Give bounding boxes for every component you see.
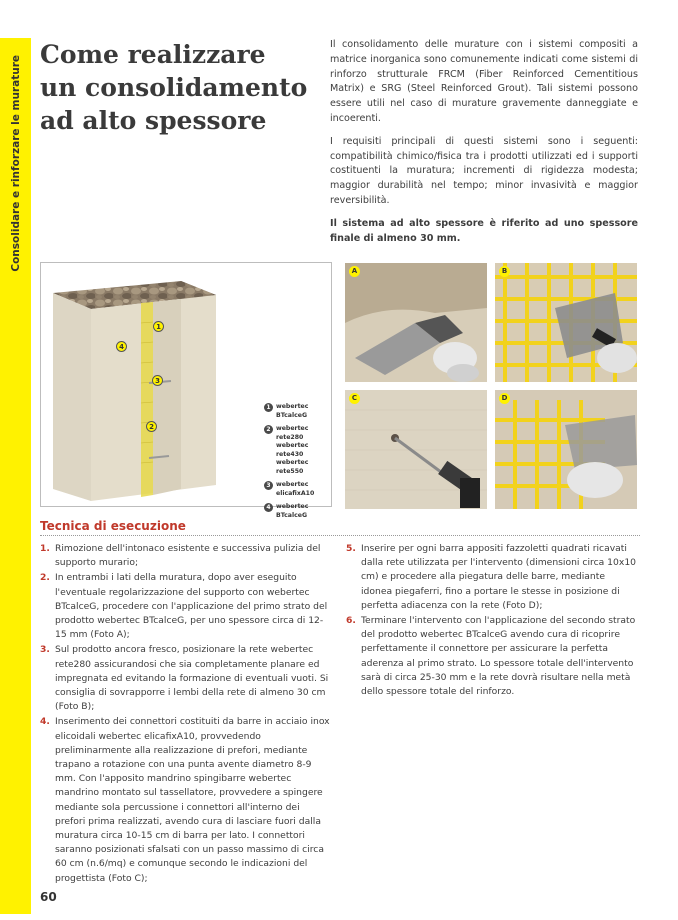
wall-diagram — [40, 262, 332, 519]
intro-paragraph-2: I requisiti principali di questi sistemi sono i seguenti: compatibilità chimico/fisica tra i prodotti utilizzati ed i supporti costituenti la muratura; incrementi di rigidezza modesta; maggior durabilità nel tempo; minor invasività e maggior reversibilità. — [330, 135, 638, 206]
photo-grid — [345, 263, 639, 509]
callout-2: 2 — [146, 421, 157, 432]
intro-highlight: Il sistema ad alto spessore è riferito ad uno spessore finale di almeno 30 mm. — [330, 217, 638, 244]
section-title: Tecnica di esecuzione — [40, 519, 186, 533]
photo-d-label: D — [499, 393, 510, 404]
step-item: 4. Inserimento dei connettori costituiti da barre in acciaio inox elicoidali webertec elicafixA10, provvedendo preliminarmente alla realizzazione di prefori, mediante trapano a rotazione con una punta avente diametro 8-9 mm. Con l'apposito mandrino spingibarre webertec mandrino montato sul tassellatore, provvedere a spingere mediante sola percussione i connettori all'interno dei prefori prima realizzati, avendo cura di lasciare fuori dalla muratura circa 10-15 cm di barra per lato. I connettori saranno posizionati sfalsati con un passo massimo di circa 60 cm (n.6/mq) e comunque secondo le indicazioni del progettista (Foto C); — [40, 716, 330, 884]
photo-b — [495, 263, 637, 382]
legend — [264, 403, 334, 525]
step-item: 1. Rimozione dell'intonaco esistente e successiva pulizia del supporto murario; — [40, 543, 321, 569]
callout-1: 1 — [153, 321, 164, 332]
intro-text — [330, 38, 638, 254]
legend-item: 2 webertec rete280 webertec rete430 webertec rete550 — [264, 425, 334, 476]
callout-3: 3 — [152, 375, 163, 386]
photo-c — [345, 390, 487, 509]
sidebar-label: Consolidare e rinforzare le murature — [9, 54, 22, 272]
legend-item: 3 webertec elicafixA10 — [264, 481, 334, 498]
step-item: 3. Sul prodotto ancora fresco, posizionare la rete webertec rete280 assicurandosi che sia completamente planare ed impregnata ed evitando la formazione di eventuali vuoti. Si consiglia di sovrapporre i lembi della rete di almeno 30 cm (Foto B); — [40, 644, 329, 713]
steps-right-column — [346, 542, 638, 700]
legend-item: 1 webertec BTcalceG — [264, 403, 334, 420]
title-line-2: un consolidamento — [40, 73, 308, 102]
photo-b-label: B — [499, 266, 510, 277]
intro-paragraph-1: Il consolidamento delle murature con i sistemi compositi a matrice inorganica sono comunemente indicati come sistemi di rinforzo strutturale FRCM (Fiber Reinforced Cementitious Matrix) e SRG (Steel Reinforced Grout). Tali sistemi possono essere utili nel caso di murature gravemente danneggiate e incoerenti. — [330, 39, 638, 124]
steps-left-column — [40, 542, 332, 887]
step-item: 6. Terminare l'intervento con l'applicazione del secondo strato del prodotto webertec BTcalceG avendo cura di ricoprire perfettamente il connettore per assicurare la perfetta aderenza al primo strato. Lo spessore totale dell'intervento sarà di circa 25-30 mm e la rete dovrà risultare nella metà dello spessore totale del rinforzo. — [346, 615, 636, 698]
photo-d-image — [495, 390, 637, 509]
callout-4: 4 — [116, 341, 127, 352]
photo-a-label: A — [349, 266, 360, 277]
step-item: 5. Inserire per ogni barra appositi fazzoletti quadrati ricavati dalla rete utilizzata per l'intervento (dimensioni circa 10x10 cm) e procedere alla piegatura delle barre, mediante idonea piegaferri, fino a portare le stesse in posizione di perfetta adiacenza con la rete (Foto D); — [346, 543, 637, 611]
legend-item: 4 webertec BTcalceG — [264, 503, 334, 520]
title-line-1: Come realizzare — [40, 40, 266, 69]
section-divider — [40, 535, 640, 536]
step-item: 2. In entrambi i lati della muratura, dopo aver eseguito l'eventuale regolarizzazione del supporto con webertec BTcalceG, procedere con l'applicazione del primo strato del prodotto webertec BTcalceG, per uno spessore circa di 12-15 mm (Foto A); — [40, 572, 328, 641]
photo-b-image — [495, 263, 637, 382]
photo-a — [345, 263, 487, 382]
page-number: 60 — [40, 890, 57, 904]
photo-d — [495, 390, 637, 509]
photo-c-image — [345, 390, 487, 509]
title-line-3: ad alto spessore — [40, 106, 267, 135]
page-title — [40, 38, 310, 137]
photo-a-image — [345, 263, 487, 382]
photo-c-label: C — [349, 393, 360, 404]
